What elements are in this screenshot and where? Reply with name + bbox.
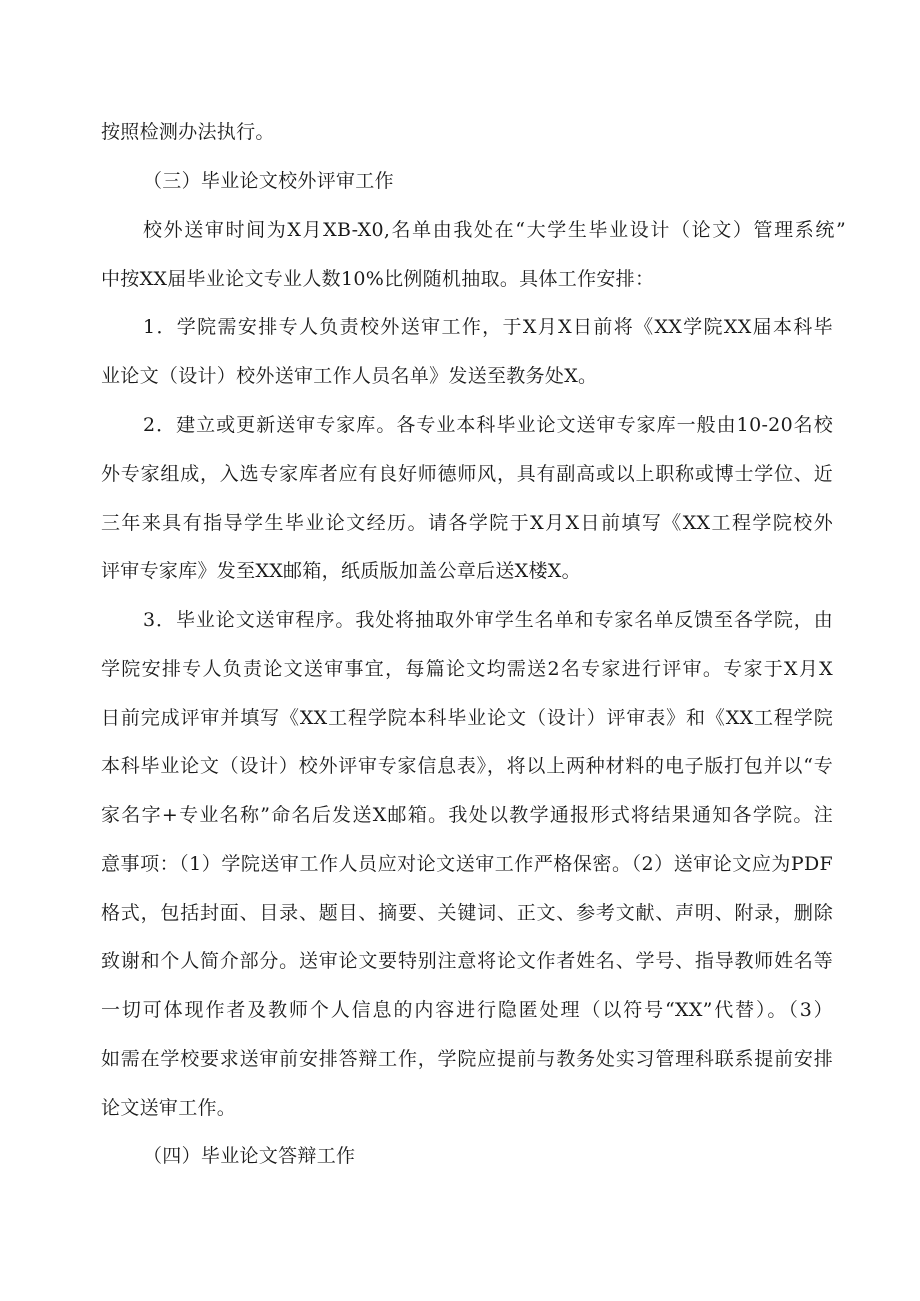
text-line: 2．建立或更新送审专家库。各专业本科毕业论文送审专家库一般由10-20名校 <box>143 414 833 436</box>
text-line: 三年来具有指导学生毕业论文经历。请各学院于X月X日前填写《XX工程学院校外 <box>101 512 833 534</box>
text-line: 意事项：（1）学院送审工作人员应对论文送审工作严格保密。（2）送审论文应为PDF <box>101 853 833 875</box>
section-heading: （三）毕业论文校外评审工作 <box>143 170 394 192</box>
text-line: 家名字+专业名称”命名后发送X邮箱。我处以教学通报形式将结果通知各学院。注 <box>101 804 833 826</box>
text-line: 日前完成评审并填写《XX工程学院本科毕业论文（设计）评审表》和《XX工程学院 <box>101 707 833 729</box>
text-line: 一切可体现作者及教师个人信息的内容进行隐匿处理（以符号“XX”代替）。（3） <box>101 999 833 1021</box>
text-line: 1．学院需安排专人负责校外送审工作，于X月X日前将《XX学院XX届本科毕 <box>143 316 833 338</box>
text-line: 如需在学校要求送审前安排答辩工作，学院应提前与教务处实习管理科联系提前安排 <box>101 1048 833 1070</box>
text-line: 校外送审时间为X月XB-X0,名单由我处在“大学生毕业设计（论文）管理系统” <box>143 219 846 241</box>
text-line: 格式，包括封面、目录、题目、摘要、关键词、正文、参考文献、声明、附录，删除 <box>101 902 833 924</box>
text-line: 外专家组成，入选专家库者应有良好师德师风，具有副高或以上职称或博士学位、近 <box>101 463 833 485</box>
text-line: 论文送审工作。 <box>101 1097 237 1119</box>
section-heading: （四）毕业论文答辩工作 <box>143 1145 356 1167</box>
text-line: 按照检测办法执行。 <box>101 121 275 143</box>
text-line: 致谢和个人简介部分。送审论文要特别注意将论文作者姓名、学号、指导教师姓名等 <box>101 950 833 972</box>
text-line: 3．毕业论文送审程序。我处将抽取外审学生名单和专家名单反馈至各学院，由 <box>143 609 833 631</box>
text-line: 学院安排专人负责论文送审事宜，每篇论文均需送2名专家进行评审。专家于X月X <box>101 658 833 680</box>
text-line: 中按XX届毕业论文专业人数10%比例随机抽取。具体工作安排： <box>101 268 655 290</box>
text-line: 本科毕业论文（设计）校外评审专家信息表》，将以上两种材料的电子版打包并以“专 <box>101 755 833 777</box>
text-line: 评审专家库》发至XX邮箱，纸质版加盖公章后送X楼X。 <box>101 560 581 582</box>
text-line: 业论文（设计）校外送审工作人员名单》发送至教务处X。 <box>101 365 598 387</box>
